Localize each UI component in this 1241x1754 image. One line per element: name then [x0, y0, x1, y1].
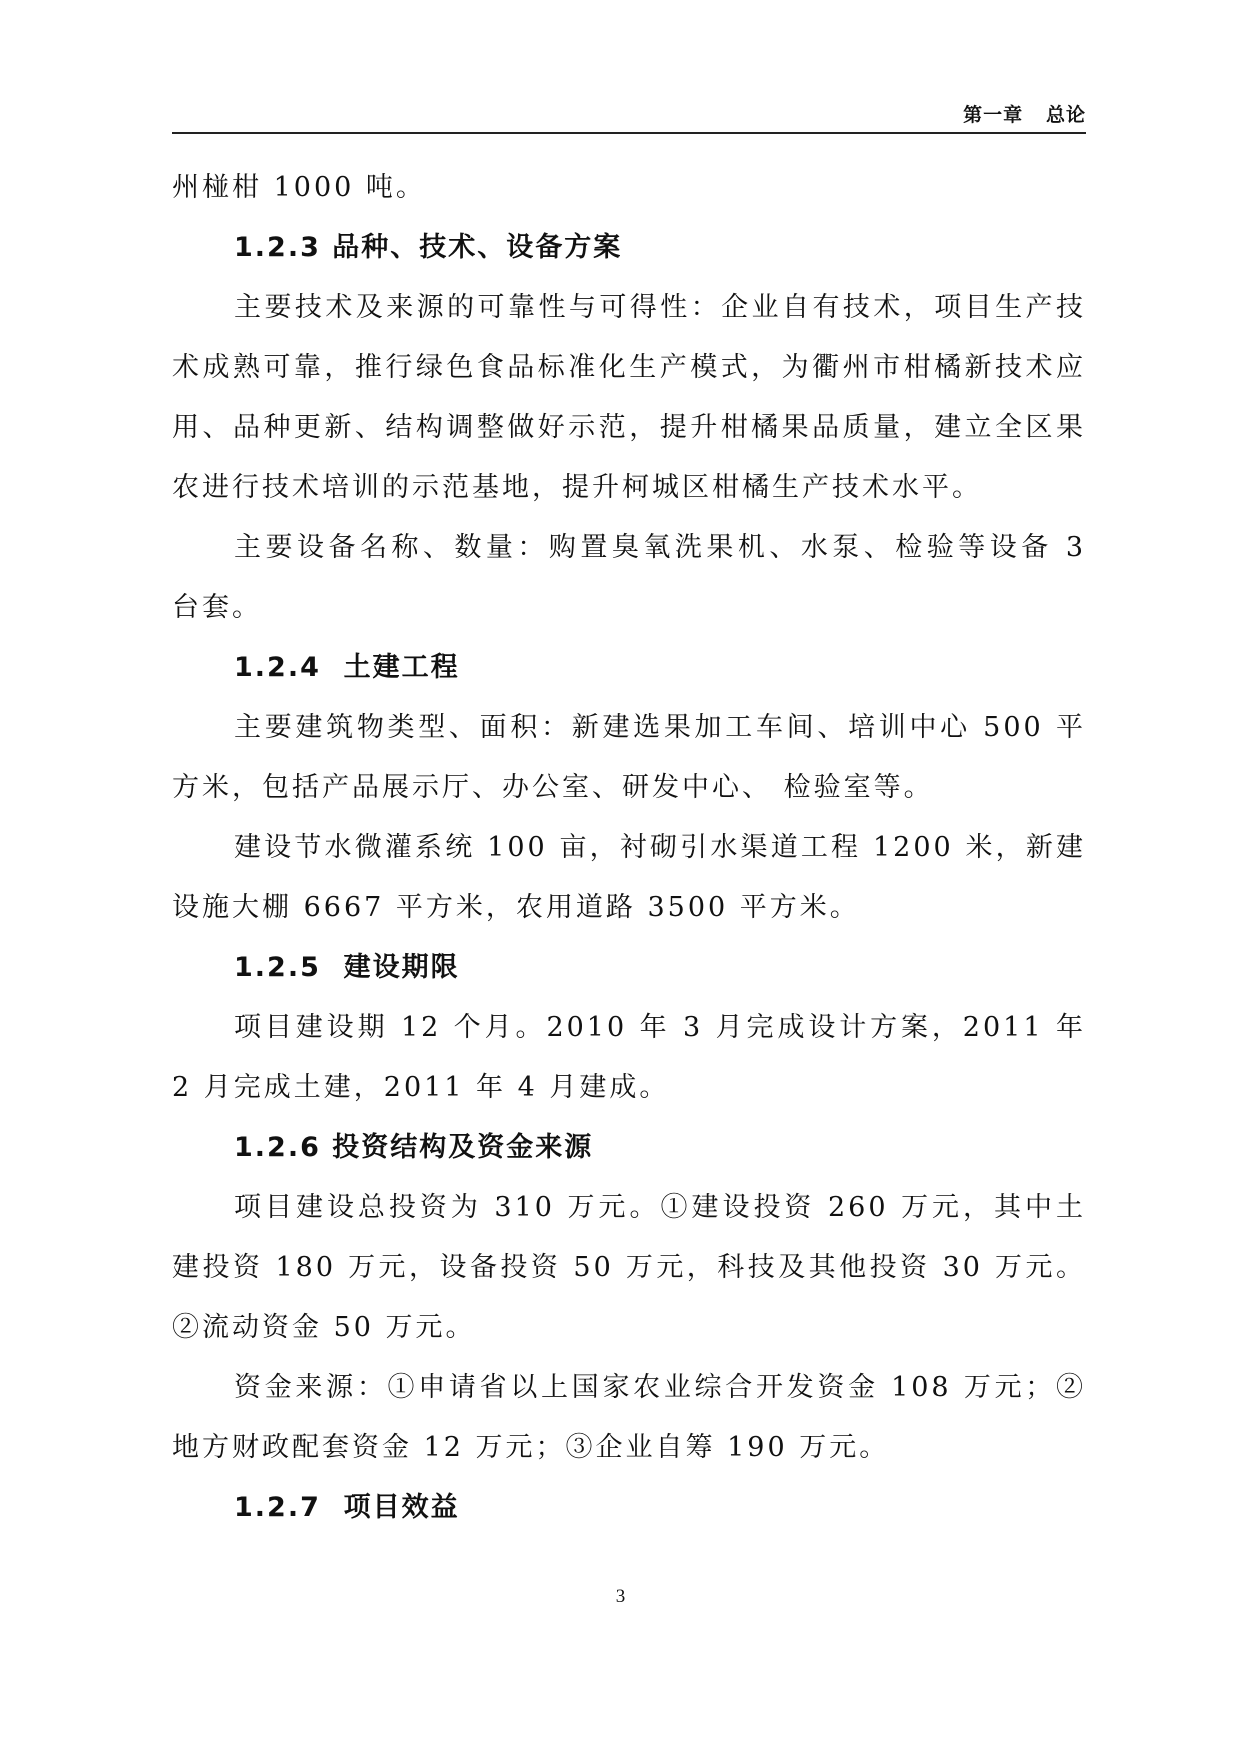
section-heading-1-2-6: 1.2.6 投资结构及资金来源: [234, 1132, 594, 1163]
paragraph-period: 项目建设期 12 个月。2010 年 3 月完成设计方案，2011 年 2 月完成土建，2011 年 4 月建成。: [172, 1012, 1086, 1103]
document-body: [172, 158, 1086, 1538]
page-number: 3: [615, 1586, 626, 1607]
page-header: [172, 100, 1086, 134]
paragraph-technology: 主要技术及来源的可靠性与可得性：企业自有技术，项目生产技术成熟可靠，推行绿色食品标准化生产模式，为衢州市柑橘新技术应用、品种更新、结构调整做好示范，提升柑橘果品质量，建立全区果农进行技术培训的示范基地，提升柯城区柑橘生产技术水平。: [172, 292, 1086, 503]
section-heading-1-2-3: 1.2.3 品种、技术、设备方案: [234, 232, 623, 263]
paragraph-equipment: 主要设备名称、数量：购置臭氧洗果机、水泵、检验等设备 3 台套。: [172, 532, 1086, 623]
paragraph-continuation: 州椪柑 1000 吨。: [172, 172, 426, 203]
paragraph-construction: 建设节水微灌系统 100 亩，衬砌引水渠道工程 1200 米，新建设施大棚 6667 平方米，农用道路 3500 平方米。: [172, 832, 1086, 923]
paragraph-buildings: 主要建筑物类型、面积：新建选果加工车间、培训中心 500 平方米，包括产品展示厅、办公室、研发中心、 检验室等。: [172, 712, 1086, 803]
section-heading-1-2-5: 1.2.5 建设期限: [234, 952, 460, 983]
paragraph-investment: 项目建设总投资为 310 万元。①建设投资 260 万元，其中土建投资 180 万元，设备投资 50 万元，科技及其他投资 30 万元。②流动资金 50 万元。: [172, 1192, 1086, 1343]
section-heading-1-2-4: 1.2.4 土建工程: [234, 652, 460, 683]
chapter-title: 第一章 总论: [963, 104, 1086, 126]
paragraph-funding: 资金来源：①申请省以上国家农业综合开发资金 108 万元；②地方财政配套资金 12 万元；③企业自筹 190 万元。: [172, 1372, 1086, 1463]
section-heading-1-2-7: 1.2.7 项目效益: [234, 1492, 460, 1523]
